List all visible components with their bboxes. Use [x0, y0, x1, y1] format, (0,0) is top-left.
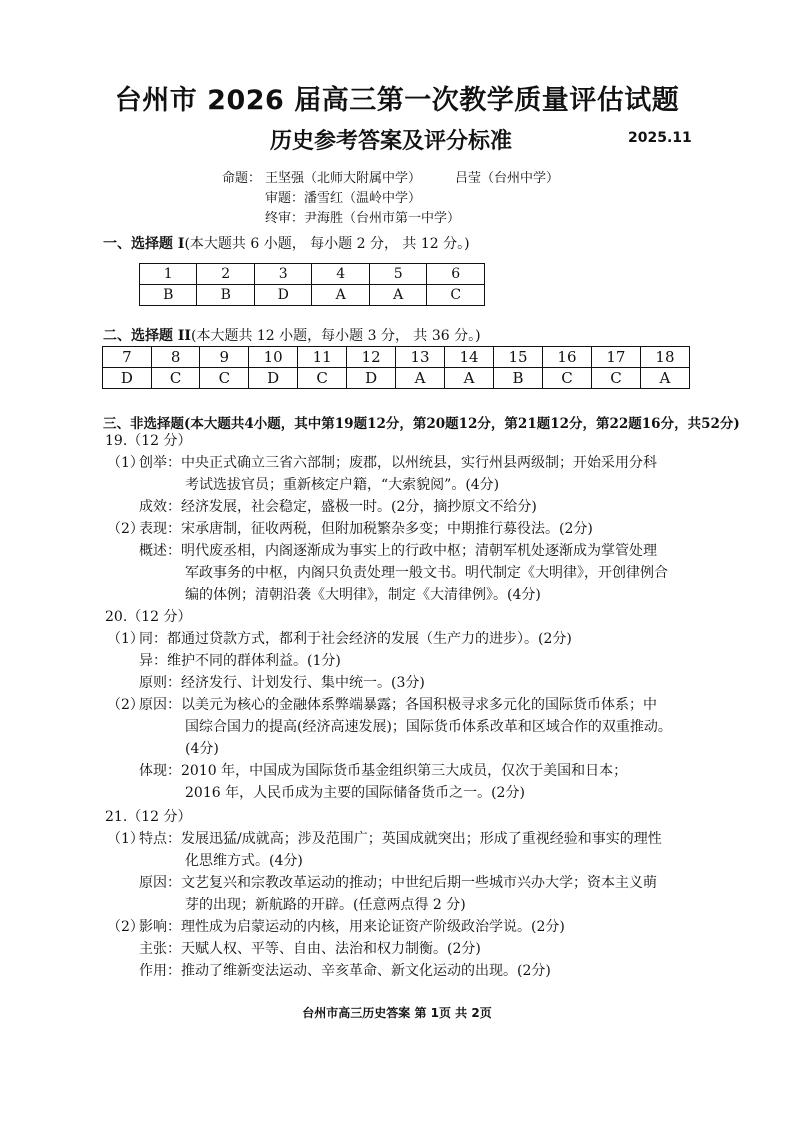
- q19-line: 考试选拔官员；重新核定户籍，“大索貌阅”。(4分): [185, 477, 500, 493]
- section2-note: (本大题共 12 小题，每小题 3 分， 共 36 分。): [190, 328, 481, 344]
- final-reviewer: 终审：尹海胜（台州市第一中学）: [265, 211, 461, 226]
- question-number: 2: [197, 264, 254, 285]
- answer-cell: A: [396, 368, 445, 389]
- question-number: 5: [369, 264, 426, 285]
- section2-title: 二、选择题 II: [103, 328, 191, 344]
- answer-cell: D: [249, 368, 298, 389]
- q21-line: 影响：理性成为启蒙运动的内核，用来论证资产阶级政治学说。(2分): [139, 919, 565, 935]
- exam-date: 2025.11: [628, 130, 692, 146]
- section2-answer-table: [102, 346, 690, 389]
- answer-cell: C: [427, 285, 485, 306]
- q20-line: 国综合国力的提高(经济高速发展)；国际货币体系改革和区域合作的双重推动。: [185, 719, 672, 735]
- answer-cell: C: [298, 368, 347, 389]
- q19-line: 概述：明代废丞相，内阁逐渐成为事实上的行政中枢；清朝军机处逐渐成为掌管处理: [139, 543, 657, 559]
- q20-line: 同：都通过贷款方式，都利于社会经济的发展（生产力的进步）。(2分): [139, 631, 572, 647]
- question-number: 9: [200, 347, 249, 368]
- question-number: 4: [312, 264, 369, 285]
- answer-cell: D: [254, 285, 312, 306]
- author-1: 王坚强（北师大附属中学）: [265, 171, 422, 186]
- question-number: 17: [591, 347, 640, 368]
- table-row: [103, 368, 690, 389]
- q21-heading: 21.（12 分）: [105, 809, 192, 825]
- question-number: 12: [347, 347, 396, 368]
- answer-cell: A: [445, 368, 494, 389]
- table-row: [140, 264, 485, 285]
- author-label: 命题：: [222, 171, 262, 186]
- q21-part2-number: （2）: [107, 919, 144, 935]
- q21-line: 作用：推动了维新变法运动、辛亥革命、新文化运动的出现。(2分): [139, 963, 551, 979]
- q21-line: 芽的出现；新航路的开辟。(任意两点得 2 分): [185, 897, 466, 913]
- question-number: 1: [140, 264, 197, 285]
- q20-heading: 20.（12 分）: [105, 609, 192, 625]
- page-title: 台州市 2026 届高三第一次教学质量评估试题: [114, 85, 680, 116]
- q19-line: 编的体例；清朝沿袭《大明律》，制定《大清律例》。(4分): [185, 587, 541, 603]
- q21-line: 主张：天赋人权、平等、自由、法治和权力制衡。(2分): [139, 941, 481, 957]
- section3-heading: 三、非选择题(本大题共4小题，其中第19题12分，第20题12分，第21题12分，第22题16分，共52分): [103, 416, 740, 432]
- answer-cell: A: [312, 285, 369, 306]
- q21-line: 特点：发展迅猛/成就高；涉及范围广；英国成就突出；形成了重视经验和事实的理性: [139, 831, 662, 847]
- section2-heading: [103, 325, 481, 345]
- q20-line: (4分): [185, 741, 219, 757]
- section1-heading: [103, 233, 470, 253]
- question-number: 13: [396, 347, 445, 368]
- question-number: 3: [254, 264, 312, 285]
- q20-line: 原因：以美元为核心的金融体系弊端暴露；各国积极寻求多元化的国际货币体系；中: [139, 697, 657, 713]
- answer-cell: A: [640, 368, 689, 389]
- answer-cell: C: [151, 368, 200, 389]
- author-2: 吕莹（台州中学）: [455, 171, 560, 186]
- question-number: 6: [427, 264, 485, 285]
- answer-cell: B: [140, 285, 197, 306]
- q20-part2-number: （2）: [107, 697, 144, 713]
- question-number: 15: [494, 347, 543, 368]
- answer-cell: C: [200, 368, 249, 389]
- question-number: 18: [640, 347, 689, 368]
- q19-part1-number: （1）: [107, 455, 144, 471]
- q19-line: 成效：经济发展，社会稳定，盛极一时。(2分，摘抄原文不给分): [139, 499, 537, 515]
- question-number: 10: [249, 347, 298, 368]
- table-row: [103, 347, 690, 368]
- question-number: 8: [151, 347, 200, 368]
- q20-line: 2016 年，人民币成为主要的国际储备货币之一。(2分): [185, 785, 525, 801]
- answer-cell: D: [103, 368, 152, 389]
- q19-heading: 19.（12 分）: [105, 433, 192, 449]
- page-subtitle: 历史参考答案及评分标准: [270, 129, 513, 154]
- page-footer: 台州市高三历史答案 第 1页 共 2页: [302, 1006, 492, 1020]
- q19-line: 表现：宋承唐制，征收两税，但附加税繁杂多变；中期推行募役法。(2分): [139, 521, 593, 537]
- question-number: 16: [542, 347, 591, 368]
- q21-part1-number: （1）: [107, 831, 144, 847]
- answer-cell: C: [542, 368, 591, 389]
- q19-line: 军政事务的中枢，内阁只负责处理一般文书。明代制定《大明律》，开创律例合: [185, 565, 668, 581]
- answer-cell: D: [347, 368, 396, 389]
- q19-part2-number: （2）: [107, 521, 144, 537]
- question-number: 11: [298, 347, 347, 368]
- q20-line: 异：维护不同的群体利益。(1分): [139, 653, 341, 669]
- answer-cell: B: [197, 285, 254, 306]
- question-number: 14: [445, 347, 494, 368]
- table-row: [140, 285, 485, 306]
- q21-line: 化思维方式。(4分): [185, 853, 303, 869]
- section1-note: (本大题共 6 小题， 每小题 2 分， 共 12 分。): [184, 236, 470, 252]
- q20-line: 原则：经济发行、计划发行、集中统一。(3分): [139, 675, 425, 691]
- question-number: 7: [103, 347, 152, 368]
- answer-cell: A: [369, 285, 426, 306]
- q20-part1-number: （1）: [107, 631, 144, 647]
- q19-line: 创举：中央正式确立三省六部制；废郡，以州统县，实行州县两级制；开始采用分科: [139, 455, 657, 471]
- q21-line: 原因：文艺复兴和宗教改革运动的推动；中世纪后期一些城市兴办大学；资本主义萌: [139, 875, 657, 891]
- answer-cell: C: [591, 368, 640, 389]
- section1-title: 一、选择题 I: [103, 236, 185, 252]
- answer-cell: B: [494, 368, 543, 389]
- q20-line: 体现：2010 年，中国成为国际货币基金组织第三大成员，仅次于美国和日本；: [139, 763, 628, 779]
- reviewer: 审题：潘雪红（温岭中学）: [265, 191, 422, 206]
- section1-answer-table: [139, 263, 485, 306]
